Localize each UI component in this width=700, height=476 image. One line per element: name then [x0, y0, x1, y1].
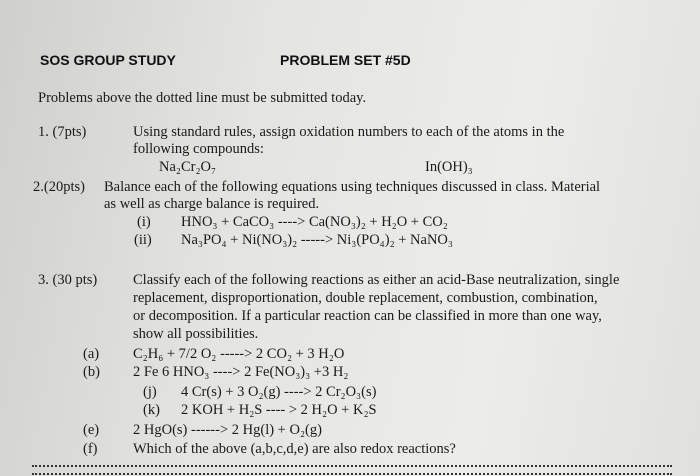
problem3-item-equation: 4 Cr(s) + 3 O₂(g) ----> 2 Cr₂O₃(s) — [181, 384, 377, 400]
problem2-item-equation: Na₃PO₄ + Ni(NO₃)₂ -----> Ni₃(PO₄)₂ + NaNO₃ — [181, 232, 453, 248]
problem2-item-equation: HNO₃ + CaCO₃ ----> Ca(NO₃)₂ + H₂O + CO₂ — [181, 214, 448, 230]
problem3-text-line: or decomposition. If a particular reaction can be classified in more than one way, — [133, 308, 602, 324]
problem3-item-label: (k) — [143, 402, 160, 418]
header-right-title: PROBLEM SET #5D — [280, 52, 411, 68]
problem3-item-label: (b) — [83, 364, 100, 380]
problem2-item-label: (i) — [137, 214, 151, 230]
problem3-item-equation: 2 HgO(s) ------> 2 Hg(l) + O₂(g) — [133, 422, 322, 438]
problem3-text-line: show all possibilities. — [133, 326, 259, 342]
problem1-number: 1. (7pts) — [38, 124, 87, 140]
problem1-compound-a: Na₂Cr₂O₇ — [159, 159, 217, 175]
problem3-item-equation: C₂H₆ + 7/2 O₂ -----> 2 CO₂ + 3 H₂O — [133, 346, 345, 362]
problem2-item-label: (ii) — [134, 232, 152, 248]
problem3-text-line: Classify each of the following reactions as either an acid-Base neutralization, single — [133, 272, 620, 288]
problem1-text-line1: Using standard rules, assign oxidation numbers to each of the atoms in the — [133, 124, 565, 140]
problem2-text-line2: as well as charge balance is required. — [104, 196, 320, 212]
intro-text: Problems above the dotted line must be submitted today. — [38, 90, 367, 106]
problem2-text-line1: Balance each of the following equations using techniques discussed in class. Material — [104, 179, 601, 195]
problem3-text-line: replacement, disproportionation, double replacement, combustion, combination, — [133, 290, 598, 306]
problem3-item-label: (a) — [83, 346, 100, 362]
problem1-text-line2: following compounds: — [133, 141, 264, 157]
header-left-title: SOS GROUP STUDY — [40, 52, 176, 68]
problem3-item-label: (f) — [83, 441, 98, 457]
problem3-item-label: (e) — [83, 422, 100, 438]
problem2-number: 2.(20pts) — [33, 179, 85, 195]
problem3-item-label: (j) — [143, 384, 157, 400]
problem3-item-equation: 2 KOH + H₂S ---- > 2 H₂O + K₂S — [181, 402, 377, 418]
problem3-item-equation: Which of the above (a,b,c,d,e) are also redox reactions? — [133, 441, 456, 457]
problem3-item-equation: 2 Fe 6 HNO₃ ----> 2 Fe(NO₃)₃ +3 H₂ — [133, 364, 349, 380]
problem3-number: 3. (30 pts) — [38, 272, 98, 288]
problem1-compound-b: In(OH)₃ — [425, 159, 473, 175]
dotted-divider — [32, 465, 672, 475]
